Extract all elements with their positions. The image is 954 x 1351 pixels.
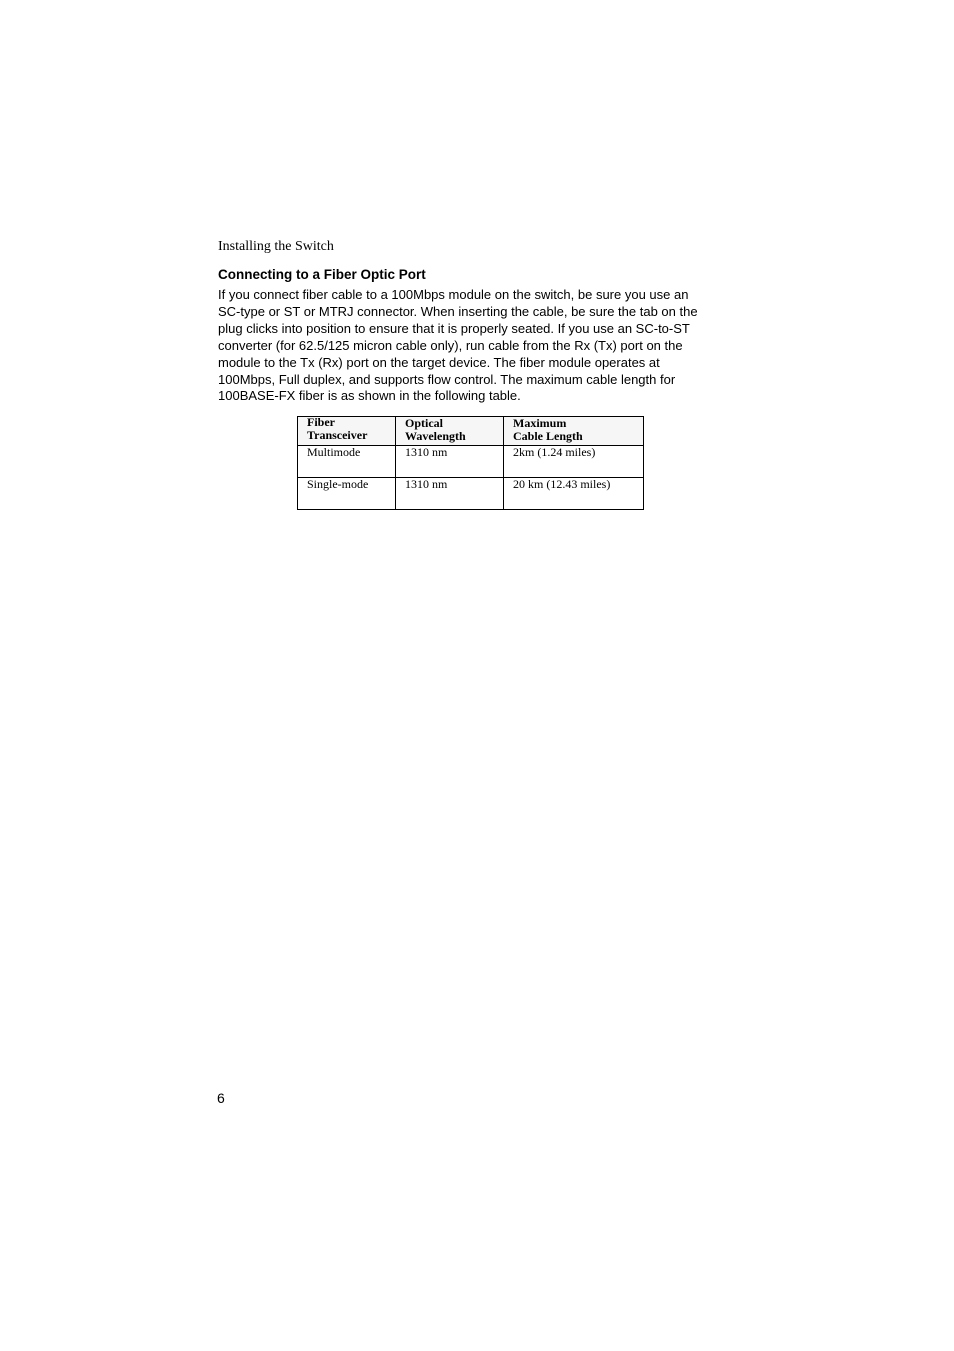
paragraph-line: If you connect fiber cable to a 100Mbps module on the switch, be sure you use an [218, 287, 689, 302]
cell-wavelength [396, 446, 504, 478]
header-maximum-cable-length [504, 417, 644, 446]
cell-transceiver [298, 446, 396, 478]
cell-text: Multimode [307, 445, 361, 459]
header-fiber-transceiver [298, 417, 396, 446]
running-header: Installing the Switch [218, 239, 334, 254]
section-title: Connecting to a Fiber Optic Port [218, 267, 426, 282]
paragraph-line: 100BASE-FX fiber is as shown in the following table. [218, 388, 521, 404]
paragraph-line: module to the Tx (Rx) port on the target device. The fiber module operates at [218, 354, 660, 370]
header-line: Cable Length [513, 429, 583, 443]
paragraph-line: plug clicks into position to ensure that it is properly seated. If you use an SC-to-ST [218, 320, 690, 336]
fiber-cable-length-table [297, 416, 644, 510]
header-line: Wavelength [405, 429, 466, 443]
cell-text: 2km (1.24 miles) [513, 445, 596, 459]
cell-text: 20 km (12.43 miles) [513, 477, 611, 491]
paragraph-line: SC-type or ST or MTRJ connector. When inserting the cable, be sure the tab on the [218, 303, 698, 319]
cell-text: 1310 nm [405, 445, 448, 459]
cell-cable-length [504, 446, 644, 478]
header-line: Optical [405, 416, 443, 430]
paragraph-line: 100Mbps, Full duplex, and supports flow control. The maximum cable length for [218, 371, 676, 387]
paragraph-line: converter (for 62.5/125 micron cable only), run cable from the Rx (Tx) port on the [218, 337, 683, 353]
cell-wavelength [396, 478, 504, 510]
table-header-row [298, 417, 644, 446]
page-number: 6 [217, 1090, 225, 1106]
cell-text: Single-mode [307, 477, 369, 491]
table-row [298, 478, 644, 510]
cell-cable-length [504, 478, 644, 510]
table-row [298, 446, 644, 478]
header-optical-wavelength [396, 417, 504, 446]
header-line: Transceiver [307, 428, 368, 442]
header-line: Fiber [307, 415, 335, 429]
cell-text: 1310 nm [405, 477, 448, 491]
body-paragraph [218, 287, 728, 405]
cell-transceiver [298, 478, 396, 510]
header-line: Maximum [513, 416, 567, 430]
